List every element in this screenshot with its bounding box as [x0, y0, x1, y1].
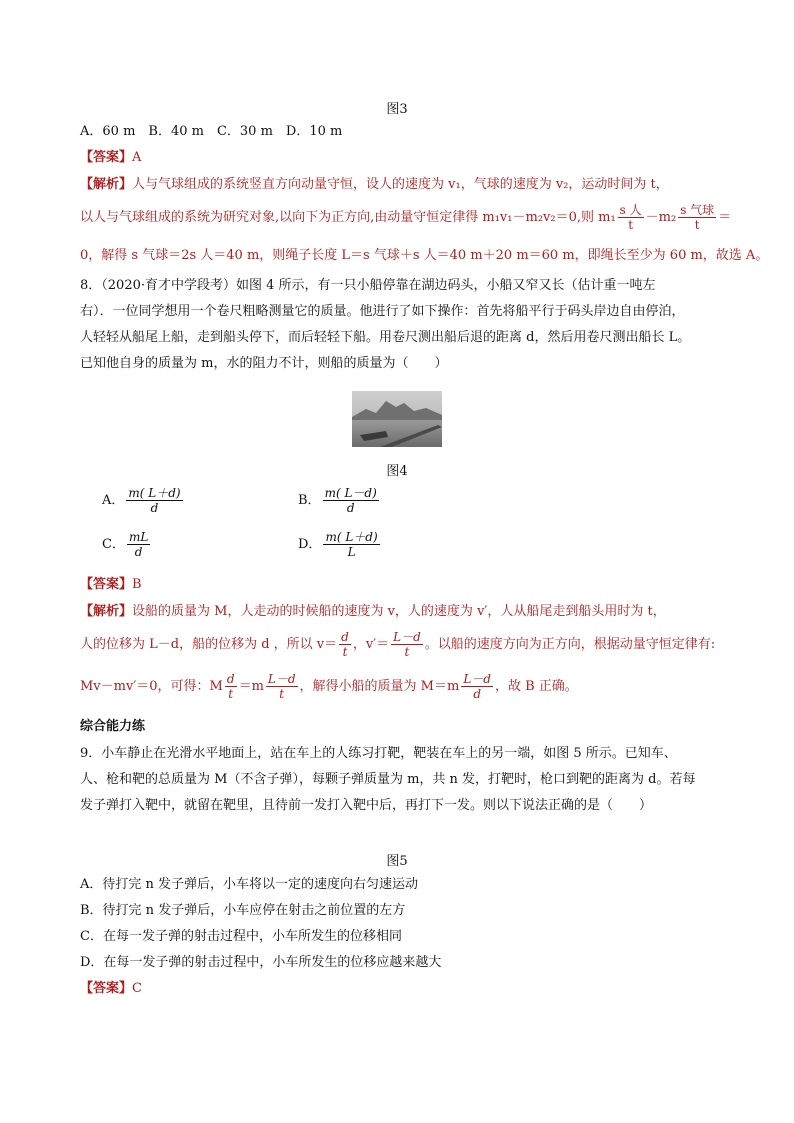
q8-analysis-line-2	[80, 630, 715, 659]
analysis-text: ＝	[718, 210, 732, 225]
fraction: $\frac{m( L-d)}{d}$	[324, 486, 377, 515]
answer-value: B	[132, 577, 142, 592]
fraction: $\frac{\text{s 气球}}{t}$	[680, 203, 715, 232]
q9-stem-line-1: 9．小车静止在光滑水平地面上，站在车上的人练习打靶，靶装在车上的另一端，如图 5 所示。已知车、	[80, 746, 677, 761]
q7-analysis-line-2	[80, 203, 731, 232]
answer-tag: 【答案】	[80, 150, 133, 165]
q8-stem-line-1: 8．（2020·育才中学段考）如图 4 所示，有一只小船停靠在湖边码头，小船又窄又长（估计重一吨左	[80, 278, 656, 293]
q8-stem-line-4: 已知他自身的质量为 m，水的阻力不计，则船的质量为（ ）	[80, 356, 448, 371]
analysis-text: 。以船的速度方向为正方向，根据动量守恒定律有:	[424, 637, 716, 652]
analysis-text: ＝m	[238, 679, 264, 694]
q8-stem-line-2: 右）．一位同学想用一个卷尺粗略测量它的质量。他进行了如下操作：首先将船平行于码头岸边自由停泊，	[80, 304, 685, 319]
q8-option-a: A． $\frac{m( L+d)}{d}$	[102, 486, 181, 515]
q9-option-a: A．待打完 n 发子弹后，小车将以一定的速度向右匀速运动	[80, 877, 419, 892]
q8-analysis-line-1	[80, 604, 780, 620]
figure-5-caption: 图5	[386, 854, 408, 869]
q9-option-c: C．在每一发子弹的射击过程中，小车所发生的位移相同	[80, 929, 402, 944]
fraction: $\frac{mL}{d}$	[128, 530, 149, 559]
analysis-text: ，v′＝	[352, 637, 390, 652]
boat-dock-photo	[352, 391, 442, 447]
q7-analysis-line-3: 0，解得 s 气球＝2s 人＝40 m，则绳子长度 L＝s 气球＋s 人＝40 m＋20 m＝60 m，即绳长至少为 60 m，故选 A。	[80, 248, 769, 263]
q9-stem-line-3: 发子弹打入靶中，就留在靶里，且待前一发打入靶中后，再打下一发。则以下说法正确的是（ ）	[80, 798, 653, 813]
answer-value: A	[132, 150, 142, 165]
analysis-tag: 【解析】	[80, 177, 133, 192]
analysis-text: 人与气球组成的系统竖直方向动量守恒，设人的速度为 v₁，气球的速度为 v₂，运动时间为 t，	[132, 177, 669, 192]
fraction: $\frac{m( L+d)}{d}$	[128, 486, 181, 515]
fraction: $\frac{L-d}{t}$	[393, 630, 421, 659]
q8-analysis-line-3	[80, 672, 578, 701]
analysis-text: 以人与气球组成的系统为研究对象,以向下为正方向,由动量守恒定律得 m₁v₁－m₂v₂＝0,则 m₁	[80, 210, 616, 225]
fraction: $\frac{m( L+d)}{L}$	[325, 530, 378, 559]
answer-value: C	[132, 981, 142, 996]
q7-options: A．60 m B．40 m C．30 m D．10 m	[80, 124, 343, 139]
answer-tag: 【答案】	[80, 981, 133, 996]
fraction: $\frac{L-d}{t}$	[267, 672, 296, 701]
analysis-text: Mv－mv′＝0，可得：M	[80, 679, 223, 694]
q9-stem-line-2: 人、枪和靶的总质量为 M（不含子弹），每颗子弹质量为 m，共 n 发，打靶时，枪口到靶的距离为 d。若每	[80, 772, 696, 787]
q8-option-c: C． $\frac{mL}{d}$	[102, 530, 149, 559]
figure-4-caption: 图4	[386, 464, 408, 479]
analysis-text: 设船的质量为 M，人走动的时候船的速度为 v，人的速度为 v′，人从船尾走到船头用时为 t，	[132, 604, 666, 619]
q9-option-b: B．待打完 n 发子弹后，小车应停在射击之前位置的左方	[80, 903, 406, 918]
figure-3-caption: 图3	[386, 102, 408, 117]
q9-answer	[80, 981, 780, 997]
q8-stem-line-3: 人轻轻从船尾上船，走到船头停下，而后轻轻下船。用卷尺测出船后退的距离 d，然后用卷尺测出船长 L。	[80, 330, 691, 345]
fraction: $\frac{d}{t}$	[341, 630, 349, 659]
q8-answer	[80, 577, 780, 593]
section-title: 综合能力练	[80, 719, 146, 734]
q8-option-b: B． $\frac{m( L-d)}{d}$	[298, 486, 377, 515]
q7-analysis-line-1	[80, 177, 780, 193]
analysis-text: ，解得小船的质量为 M＝m	[299, 679, 460, 694]
analysis-text: 人的位移为 L－d，船的位移为 d ，所以 v＝	[80, 637, 338, 652]
fraction: $\frac{L-d}{d}$	[463, 672, 491, 701]
q7-answer	[80, 150, 780, 166]
analysis-tag: 【解析】	[80, 604, 133, 619]
analysis-text: －m₂	[645, 210, 677, 225]
analysis-text: ，故 B 正确。	[494, 679, 578, 694]
fraction: $\frac{d}{t}$	[226, 672, 235, 701]
q9-option-d: D．在每一发子弹的射击过程中，小车所发生的位移应越来越大	[80, 955, 442, 970]
answer-tag: 【答案】	[80, 577, 133, 592]
fraction: $\frac{\text{s 人}}{t}$	[619, 203, 642, 232]
q8-option-d: D． $\frac{m( L+d)}{L}$	[298, 530, 378, 559]
